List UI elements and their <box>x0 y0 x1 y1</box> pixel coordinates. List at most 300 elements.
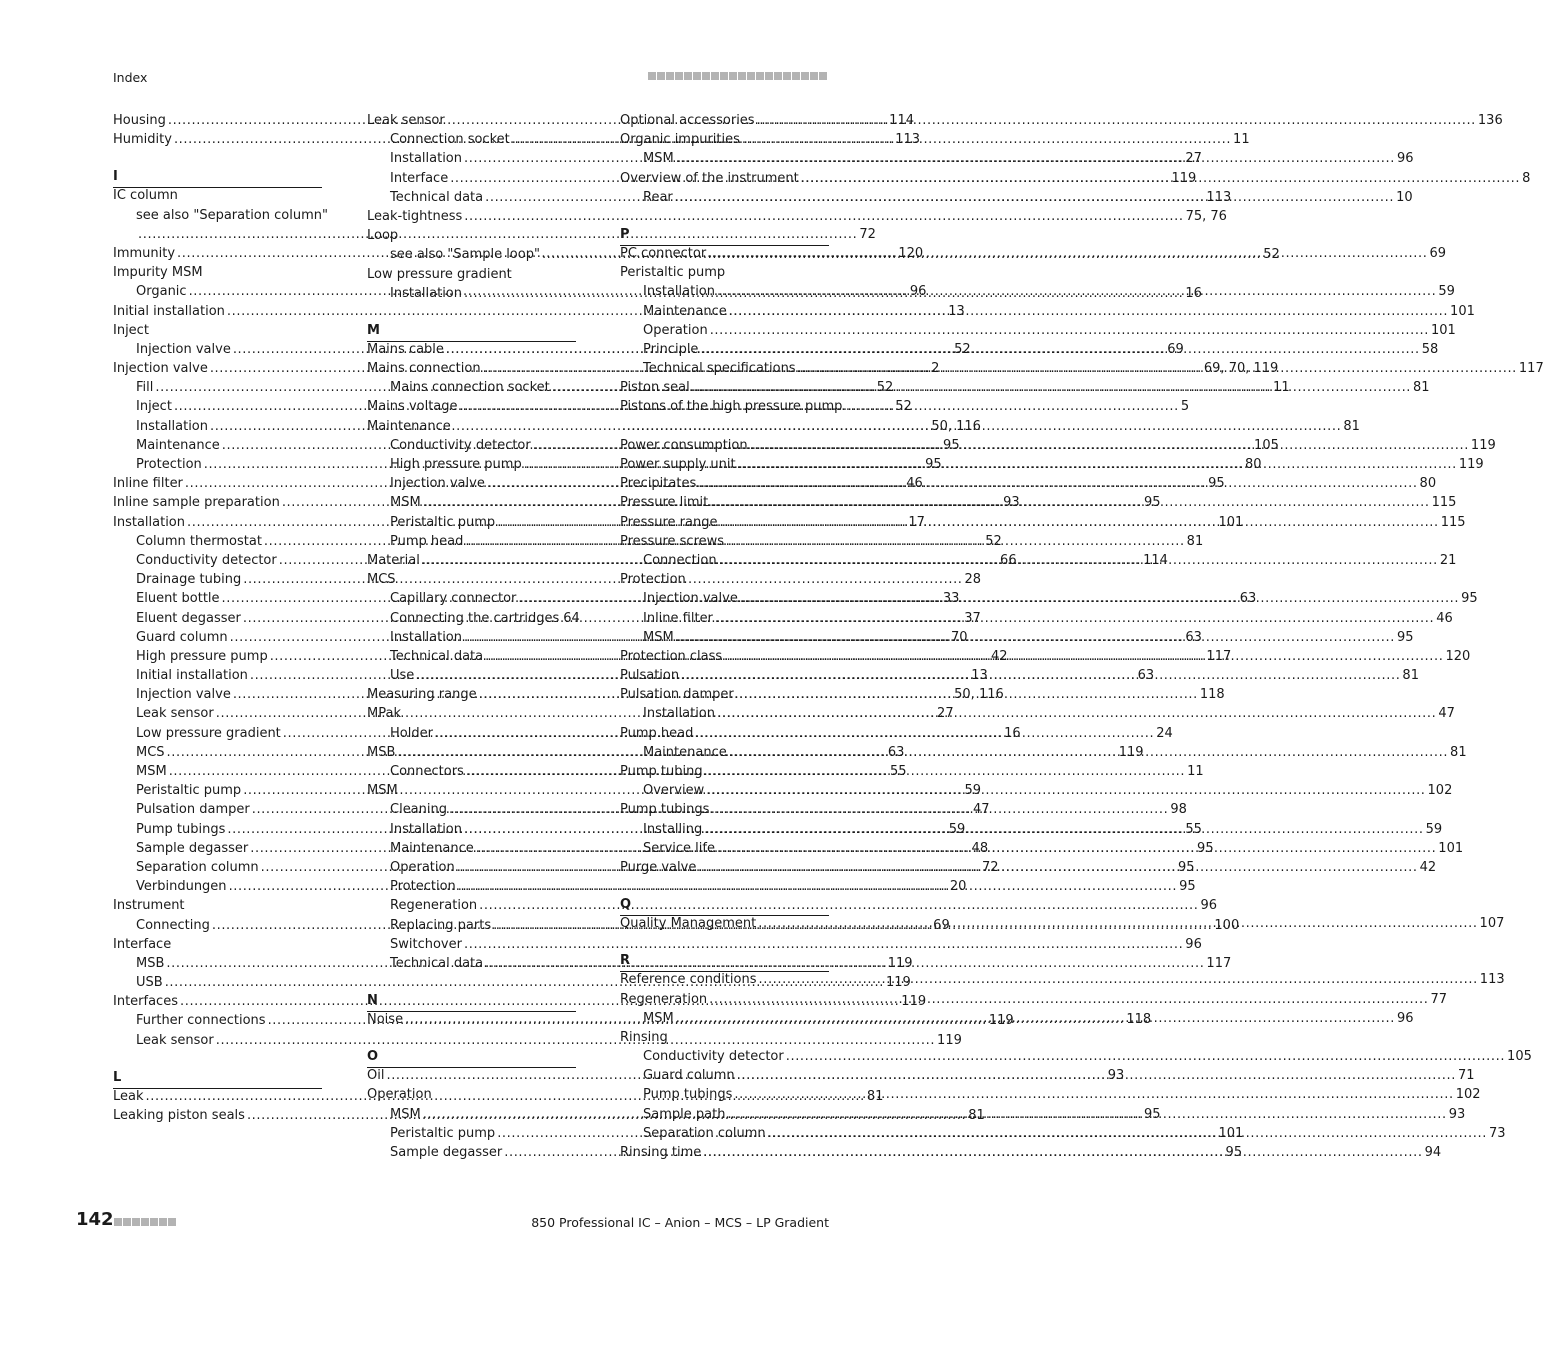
index-entry-page: 58 <box>1421 341 1439 357</box>
index-entry-page: 42 <box>991 648 1008 664</box>
index-entry <box>367 228 576 247</box>
decorative-square <box>141 1218 149 1226</box>
index-entry-page: 120 <box>898 245 924 261</box>
index-entry-term: Housing <box>113 113 166 128</box>
index-entry-page: 118 <box>1199 687 1225 703</box>
index-entry-term: Reference conditions <box>620 972 757 988</box>
index-entry-term: Mains voltage <box>367 399 458 415</box>
index-entry-term: Injection valve <box>643 591 738 607</box>
index-entry <box>620 802 829 821</box>
leader-dots <box>700 342 1419 357</box>
index-entry-term: Guard column <box>643 1068 735 1084</box>
leader-dots <box>676 1011 1395 1029</box>
index-entry-term: MSB <box>367 744 396 760</box>
index-entry-term: Pump tubings <box>136 821 226 837</box>
index-entry-term: Injection valve <box>136 687 231 703</box>
index-entry-term: Organic impurities <box>620 132 740 148</box>
index-entry-term: Power consumption <box>620 437 748 453</box>
index-entry-page: 11 <box>1233 132 1250 148</box>
decorative-square <box>738 72 746 80</box>
index-letter-heading: Q <box>620 897 829 916</box>
index-entry-term: Peristaltic pump <box>620 265 726 281</box>
index-entry-page: 24 <box>1156 725 1173 741</box>
index-entry-term: Connecting the cartridges <box>390 610 560 626</box>
index-entry-page: 119 <box>887 955 913 971</box>
leader-dots <box>485 956 1204 971</box>
decorative-square <box>756 72 764 80</box>
leader-dots <box>681 668 1400 683</box>
decorative-square <box>684 72 692 80</box>
index-entry-term: Installation <box>390 629 463 645</box>
index-entry-term: Installation <box>136 418 209 434</box>
index-entry <box>367 208 1227 228</box>
index-entry-page: 28 <box>964 572 982 588</box>
index-entry-term: Holder <box>390 725 433 741</box>
decorative-square <box>729 72 737 80</box>
index-entry-page: 114 <box>1143 552 1168 568</box>
index-letter-heading: O <box>367 1049 576 1068</box>
index-entry-term: MCS <box>136 744 165 760</box>
leader-dots <box>801 171 1520 186</box>
decorative-square <box>765 72 773 80</box>
index-entry-term: Installation <box>390 151 463 167</box>
index-entry <box>113 323 322 342</box>
index-entry-term: Inline filter <box>113 476 183 492</box>
index-entry-page: 113 <box>1479 972 1505 988</box>
leader-dots <box>706 783 1425 798</box>
index-entry <box>367 610 580 630</box>
index-entry-page: 95 <box>1144 495 1161 511</box>
index-entry-page: 95 <box>1208 476 1225 492</box>
index-entry-term: Pistons of the high pressure pump <box>620 399 843 415</box>
leader-dots <box>479 687 1198 702</box>
index-entry-page: 63 <box>1185 629 1202 645</box>
index-entry-page: 2 <box>931 361 940 377</box>
index-entry-term: MSM <box>390 495 421 511</box>
leader-dots <box>676 151 1395 166</box>
index-entry-term: Protection <box>136 457 202 472</box>
index-entry-page: 95 <box>1144 1106 1161 1122</box>
index-entry-term: Connecting <box>136 917 210 933</box>
index-entry-term: Inline sample preparation <box>113 495 280 511</box>
index-entry-page: 46 <box>1436 610 1453 626</box>
index-entry-term: Noise <box>367 1012 404 1028</box>
decorative-square <box>783 72 791 80</box>
leader-dots <box>717 841 1436 856</box>
leader-dots <box>729 745 1448 760</box>
index-entry-page: 119 <box>886 975 911 991</box>
index-entry-term: Technical specifications <box>643 361 796 377</box>
index-entry-term: Inject <box>136 399 172 415</box>
index-entry-page: 98 <box>1170 802 1187 818</box>
index-entry-page: 27 <box>937 706 954 722</box>
index-entry-term: Maintenance <box>136 437 220 453</box>
index-entry-term: Impurity MSM <box>113 265 203 281</box>
index-entry-page: 101 <box>1450 303 1475 319</box>
decorative-square <box>702 72 710 80</box>
index-entry-term: Pump tubings <box>620 802 710 818</box>
index-entry-page: 119 <box>1171 170 1197 186</box>
index-entry <box>620 572 829 591</box>
index-entry-term: Sample path <box>643 1106 726 1122</box>
index-entry-term: Mains connection <box>367 361 481 377</box>
index-entry-term: MSM <box>367 783 398 799</box>
index-entry-page: 73 <box>1488 1125 1506 1141</box>
index-entry-term: see also "Separation column" <box>136 207 328 223</box>
index-entry-page: 107 <box>1479 916 1505 932</box>
index-entry-term: Pressure screws <box>620 533 725 549</box>
index-entry-term: Overview of the instrument <box>620 170 799 186</box>
index-entry-term: MSM <box>136 764 167 779</box>
index-entry-page: 93 <box>1107 1068 1125 1084</box>
index-entry-term: MSM <box>643 151 674 167</box>
decorative-square <box>774 72 782 80</box>
index-entry-term: MSM <box>643 629 674 645</box>
index-entry-page: 115 <box>1431 495 1457 511</box>
index-entry-term: Protection class <box>620 648 723 664</box>
index-entry-term: Pump tubings <box>643 1087 733 1103</box>
index-entry-page: 11 <box>1187 764 1204 779</box>
index-entry-term: Material <box>367 552 420 568</box>
index-entry-page: 105 <box>1507 1049 1532 1065</box>
index-entry <box>367 572 576 591</box>
leader-dots <box>737 1068 1456 1083</box>
leader-dots <box>729 304 1448 319</box>
index-entry-term: Maintenance <box>390 840 474 856</box>
index-entry-term: Injection valve <box>390 476 485 492</box>
index-entry-term: Service life <box>643 840 715 856</box>
leader-dots <box>740 591 1459 606</box>
index-entry-page: 16 <box>1185 285 1202 301</box>
leader-dots <box>750 438 1469 453</box>
leader-dots <box>768 1126 1487 1141</box>
index-entry-term: Switchover <box>390 936 462 952</box>
index-letter-heading: L <box>113 1070 322 1089</box>
index-entry-term: Leak-tightness <box>367 208 463 224</box>
index-entry-term: Maintenance <box>643 303 727 319</box>
index-entry-term: High pressure pump <box>136 648 268 664</box>
index-entry-page: 120 <box>1445 648 1471 664</box>
index-entry-page: 69 <box>1429 245 1447 261</box>
index-entry-term: Overview <box>643 783 705 799</box>
index-entry-page: 33 <box>942 591 960 607</box>
index-entry-term: Piston seal <box>620 380 690 396</box>
index-entry-term: Maintenance <box>643 744 727 760</box>
leader-dots <box>676 630 1395 645</box>
index-letter-heading: M <box>367 323 576 342</box>
index-entry <box>620 265 829 284</box>
leader-dots <box>703 1145 1422 1160</box>
index-entry <box>367 706 576 725</box>
index-entry-page: 52 <box>1263 247 1280 263</box>
decorative-square <box>675 72 683 80</box>
index-entry-term: Eluent bottle <box>136 591 220 607</box>
index-entry-term: Pulsation damper <box>136 802 250 818</box>
index-entry-term: MSM <box>643 1010 674 1026</box>
decorative-square <box>747 72 755 80</box>
index-entry-term: Maintenance <box>367 418 451 434</box>
index-entry-page: 101 <box>1431 322 1456 338</box>
index-entry <box>113 937 322 956</box>
index-entry-page: 102 <box>1455 1087 1481 1103</box>
index-entry-term: MSB <box>136 955 165 971</box>
index-entry-term: Oil <box>367 1068 385 1084</box>
index-entry-page: 95 <box>1397 629 1414 645</box>
index-entry-term: Precipitates <box>620 476 697 492</box>
index-entry <box>113 188 322 207</box>
leader-dots <box>698 860 1417 875</box>
index-entry-page: 72 <box>981 859 999 875</box>
index-entry-term: Interface <box>113 936 172 952</box>
index-entry-term: Conductivity detector <box>390 437 531 453</box>
leader-dots <box>710 323 1429 338</box>
page-header-title: Index <box>113 70 148 85</box>
index-entry-page: 8 <box>1522 170 1531 186</box>
index-entry-page: 93 <box>1003 495 1020 511</box>
footer-decoration <box>114 1218 176 1226</box>
index-entry-page: 55 <box>1185 821 1202 837</box>
index-entry-page: 96 <box>1185 936 1202 952</box>
index-entry-term: Protection <box>390 879 456 895</box>
index-entry-page: 13 <box>971 668 988 684</box>
index-entry-term: Verbindungen <box>136 879 227 895</box>
index-entry-page: 119 <box>988 1013 1014 1029</box>
index-entry-term: MSM <box>390 1106 421 1122</box>
decorative-square <box>711 72 719 80</box>
index-entry-term: Peristaltic pump <box>136 783 242 799</box>
index-entry <box>620 322 1456 342</box>
index-entry-term: Rinsing <box>620 1029 668 1045</box>
index-entry <box>113 898 322 917</box>
index-entry-term: Separation column <box>643 1125 766 1141</box>
index-entry-term: Technical data <box>390 955 484 971</box>
index-entry-term: Rinsing time <box>620 1145 702 1160</box>
index-entry-page: 20 <box>949 879 967 895</box>
index-entry-term: Operation <box>367 1087 432 1103</box>
leader-dots <box>758 916 1477 931</box>
header-decoration <box>648 72 827 81</box>
index-entry-page: 59 <box>964 783 982 799</box>
index-entry-term: Quality Management <box>620 916 757 932</box>
index-entry-page: 47 <box>973 802 990 818</box>
index-entry-page: 37 <box>964 610 981 626</box>
index-entry-term: Pressure limit <box>620 495 709 511</box>
index-letter-heading: P <box>620 227 829 246</box>
index-entry-term: Protection <box>620 572 686 588</box>
index-entry-page: 119 <box>901 994 927 1010</box>
index-entry-term: Conductivity detector <box>136 552 277 568</box>
index-entry-term: Separation column <box>136 859 259 875</box>
index-entry-term: Sample degasser <box>390 1145 503 1160</box>
decorative-square <box>810 72 818 80</box>
index-entry <box>367 936 1202 956</box>
decorative-square <box>168 1218 176 1226</box>
decorative-square <box>801 72 809 80</box>
leader-dots <box>724 649 1443 664</box>
index-entry-term: Installation <box>390 285 463 301</box>
index-entry-page: 52 <box>895 399 912 415</box>
index-entry-page: 75, 76 <box>1185 208 1227 224</box>
decorative-square <box>819 72 827 80</box>
index-entry-term: Operation <box>643 322 708 338</box>
index-entry-page: 119 <box>1118 744 1144 760</box>
leader-dots <box>717 284 1436 299</box>
index-entry-page: 70 <box>950 629 968 645</box>
index-entry-term: PC connector <box>620 245 707 261</box>
index-entry-page: 50, 116 <box>931 418 981 434</box>
leader-dots <box>698 476 1417 491</box>
index-entry-term: Pulsation damper <box>620 687 734 703</box>
index-entry-term: Measuring range <box>367 687 477 703</box>
index-entry-term: Drainage tubing <box>136 572 242 588</box>
index-entry-term: Eluent degasser <box>136 610 241 626</box>
index-entry-page: 94 <box>1424 1145 1442 1160</box>
index-entry-term: Connection socket <box>390 132 510 148</box>
index-entry-term: Injection valve <box>136 341 231 357</box>
index-entry-page: 63 <box>1239 591 1257 607</box>
decorative-square <box>150 1218 158 1226</box>
leader-dots <box>479 898 1198 913</box>
index-entry-term: Regeneration <box>620 991 708 1007</box>
index-entry-page: 21 <box>1439 552 1457 568</box>
index-entry-page: 81 <box>1343 418 1360 434</box>
index-entry-page: 10 <box>1396 189 1413 205</box>
index-entry-term: Pressure range <box>620 514 718 530</box>
index-entry-term: IC column <box>113 188 178 204</box>
index-entry-page: 96 <box>1397 151 1414 167</box>
index-entry-page: 50, 116 <box>954 687 1004 703</box>
leader-dots <box>798 361 1517 376</box>
leader-dots <box>243 572 962 587</box>
index-entry-term: Low pressure gradient <box>367 266 512 282</box>
index-entry-page: 52 <box>985 533 1002 549</box>
index-entry-term: Technical data <box>390 648 484 664</box>
index-entry-page: 117 <box>1206 955 1232 971</box>
index-entry-page: 42 <box>1419 859 1437 875</box>
index-entry-term: Loop <box>367 228 399 244</box>
index-entry <box>367 267 576 286</box>
leader-dots <box>675 190 1394 205</box>
index-entry-term: Installation <box>643 706 716 722</box>
index-entry-term: Replacing parts <box>390 917 492 933</box>
leader-dots <box>704 822 1423 837</box>
index-entry-page: 81 <box>968 1108 985 1123</box>
index-entry-page: 11 <box>1273 380 1290 396</box>
index-entry-page: 63 <box>887 744 905 760</box>
leader-dots <box>715 611 1434 626</box>
index-entry-page: 69 <box>933 917 950 933</box>
index-entry-page: 136 <box>1477 113 1503 128</box>
index-entry <box>113 207 328 227</box>
decorative-square <box>159 1218 167 1226</box>
index-entry-term: Conductivity detector <box>643 1049 784 1065</box>
index-entry-page: 80 <box>1419 476 1437 492</box>
decorative-square <box>693 72 701 80</box>
index-entry <box>620 399 843 418</box>
index-entry-page: 66 <box>1000 552 1017 568</box>
index-entry-page: 71 <box>1457 1068 1475 1084</box>
index-entry-term: Further connections <box>136 1013 266 1029</box>
index-entry-page: 101 <box>1438 840 1464 856</box>
index-entry-page: 13 <box>948 303 965 319</box>
index-entry <box>620 132 829 151</box>
index-entry-page: 105 <box>1254 437 1279 453</box>
index-entry-term: Guard column <box>136 629 228 645</box>
index-entry-page: 59 <box>1438 284 1455 300</box>
index-entry-term: Mains cable <box>367 341 444 357</box>
index-entry-page: 119 <box>937 1032 962 1048</box>
index-entry-page: 114 <box>889 113 914 128</box>
index-entry-page: 52 <box>876 380 894 396</box>
index-entry-page: 119 <box>1470 437 1496 453</box>
leader-dots <box>758 972 1477 987</box>
index-entry-term: Leak sensor <box>136 706 214 722</box>
index-entry-page: 72 <box>859 226 876 242</box>
index-entry-page: 117 <box>1206 648 1232 664</box>
index-letter-heading: N <box>367 993 576 1012</box>
index-entry-page: 95 <box>1179 879 1196 895</box>
index-entry-page: 113 <box>895 132 921 148</box>
index-entry-term: Principle <box>643 341 699 357</box>
leader-dots <box>719 515 1438 530</box>
index-entry <box>620 687 829 706</box>
index-entry-term: Humidity <box>113 132 172 148</box>
index-entry-page: 95 <box>1461 591 1478 607</box>
index-entry-page: 64 <box>563 610 580 626</box>
index-entry-page: 95 <box>1225 1145 1243 1160</box>
index-entry-term: Injection valve <box>113 361 208 377</box>
index-entry-page: 27 <box>1185 151 1202 167</box>
index-entry <box>367 783 576 802</box>
index-entry-page: 96 <box>1200 898 1218 914</box>
index-entry-term: Sample degasser <box>136 840 249 856</box>
index-entry-term: Inject <box>113 322 149 338</box>
index-entry-term: Rear <box>643 189 673 205</box>
leader-dots <box>692 380 1411 395</box>
index-entry-page: 17 <box>908 514 925 530</box>
index-entry-page: 96 <box>1397 1010 1414 1026</box>
index-entry-page: 117 <box>1518 361 1544 377</box>
index-entry-term: MCS <box>367 572 396 588</box>
index-entry <box>367 1087 576 1106</box>
index-entry <box>367 113 576 132</box>
index-entry-page: 81 <box>1450 744 1467 760</box>
decorative-square <box>132 1218 140 1226</box>
index-letter-heading: R <box>620 953 829 972</box>
index-entry-term: Initial installation <box>136 668 248 684</box>
index-entry-page: 69 <box>1167 341 1184 357</box>
index-entry-term: Optional accessories <box>620 113 755 128</box>
decorative-square <box>657 72 665 80</box>
index-entry-page: 81 <box>866 1088 884 1104</box>
index-entry-page: 59 <box>1425 821 1443 837</box>
index-entry <box>620 534 829 553</box>
decorative-square <box>792 72 800 80</box>
index-entry <box>367 898 1218 917</box>
index-entry-page: 80 <box>1245 457 1262 472</box>
index-entry-term: Mains connection socket <box>390 380 550 396</box>
index-entry <box>367 419 576 438</box>
index-entry-term: Immunity <box>113 245 176 261</box>
index-entry-term: see also "Sample loop" <box>390 247 540 263</box>
index-entry-page: 95 <box>1197 840 1214 856</box>
index-entry-term: Peristaltic pump <box>390 514 496 530</box>
index-entry-term: USB <box>136 975 163 991</box>
index-entry-term: Leak <box>113 1088 144 1104</box>
index-entry-term: Leak sensor <box>136 1032 214 1048</box>
index-entry-term: MPak <box>367 706 401 722</box>
index-entry-page: 119 <box>1458 457 1484 472</box>
